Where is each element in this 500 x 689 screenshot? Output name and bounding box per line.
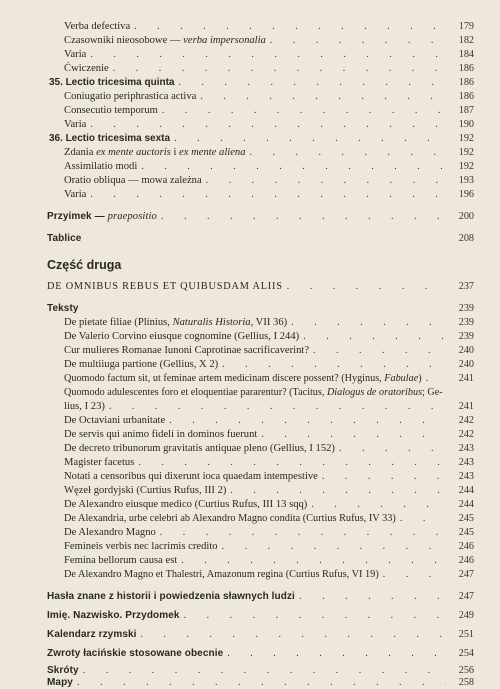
- entry-label: De Valerio Corvino eiusque cognomine (Gellius, I 244): [64, 331, 300, 342]
- toc-section-przyimek: [47, 210, 474, 223]
- part-heading-label: DE OMNIBUS REBUS ET QUIBUSDAM ALIIS: [47, 281, 283, 292]
- entry-label: Varia: [64, 189, 87, 200]
- leader-dots: [184, 609, 446, 622]
- toc-part-heading: [47, 280, 474, 293]
- section-label: Tablice: [47, 233, 82, 244]
- toc-text-entry: [64, 554, 474, 567]
- entry-page: 258: [458, 677, 474, 688]
- entry-page: 239: [458, 303, 474, 314]
- entry-page: 182: [458, 35, 474, 46]
- entry-page: 186: [458, 63, 474, 74]
- entry-page: 243: [458, 471, 474, 482]
- leader-dots: [160, 526, 446, 539]
- entry-page: 190: [458, 119, 474, 130]
- entry-label: Notati a censoribus qui dixerunt ioca quaedam intempestive: [64, 471, 318, 482]
- toc-text-entry: [64, 484, 474, 497]
- leader-dots: [178, 76, 446, 89]
- toc-text-entry: [64, 568, 474, 581]
- entry-page: 247: [458, 569, 474, 580]
- entry-page: 256: [458, 665, 474, 676]
- leader-dots: [90, 188, 446, 201]
- section-label: Zwroty łacińskie stosowane obecnie: [47, 648, 224, 659]
- leader-dots: [339, 442, 446, 455]
- part-title: Część druga: [47, 258, 122, 272]
- entry-page: 246: [458, 541, 474, 552]
- section-label: Imię. Nazwisko. Przydomek: [47, 610, 180, 621]
- leader-dots: [141, 628, 446, 641]
- entry-page: 192: [458, 147, 474, 158]
- toc-lesson: [49, 132, 474, 145]
- entry-page: 247: [458, 591, 474, 602]
- leader-dots: [77, 676, 446, 689]
- entry-page: 246: [458, 555, 474, 566]
- entry-label: De decreto tribunorum gravitatis antiquae pleno (Gellius, I 152): [64, 443, 335, 454]
- toc-text-entry: [64, 540, 474, 553]
- entry-label: De Octaviani urbanitate: [64, 415, 166, 426]
- entry-page: 186: [458, 77, 474, 88]
- toc-text-entry: [64, 428, 474, 441]
- toc-text-entry: [64, 372, 474, 385]
- entry-label: Assimilatio modi: [64, 161, 138, 172]
- toc-text-entry-line1: Quomodo adulescentes foro et eloquentiae pararentur? (Tacitus, Dialogus de oratoribus; Ge-: [64, 387, 443, 398]
- toc-text-entry: [64, 358, 474, 371]
- leader-dots: [169, 414, 446, 427]
- leader-dots: [400, 512, 446, 525]
- toc-entry: [64, 90, 474, 103]
- leader-dots: [222, 540, 446, 553]
- entry-label: Varia: [64, 119, 87, 130]
- leader-dots: [90, 118, 446, 131]
- entry-label: Magister facetus: [64, 457, 135, 468]
- leader-dots: [426, 372, 446, 385]
- leader-dots: [313, 344, 446, 357]
- leader-dots: [90, 48, 446, 61]
- toc-entry: [64, 20, 474, 33]
- toc-entry: [64, 48, 474, 61]
- toc-section: [47, 628, 474, 641]
- leader-dots: [322, 470, 446, 483]
- toc-entry: [64, 146, 474, 159]
- entry-label: Coniugatio periphrastica activa: [64, 91, 197, 102]
- leader-dots: [161, 210, 446, 223]
- toc-text-entry: [64, 456, 474, 469]
- entry-page: 239: [458, 317, 474, 328]
- toc-entry: [64, 188, 474, 201]
- entry-page: 237: [458, 281, 474, 292]
- entry-page: 249: [458, 610, 474, 621]
- entry-label: Węzeł gordyjski (Curtius Rufus, III 2): [64, 485, 227, 496]
- leader-dots: [174, 132, 446, 145]
- leader-dots: [200, 90, 446, 103]
- entry-page: 240: [458, 345, 474, 356]
- entry-label: Femineis verbis nec lacrimis credito: [64, 541, 218, 552]
- section-label: Mapy: [47, 677, 73, 688]
- entry-label: De Alexandro eiusque medico (Curtius Rufus, III 13 sqq): [64, 499, 308, 510]
- leader-dots: [109, 400, 446, 413]
- entry-page: 193: [458, 175, 474, 186]
- entry-page: 239: [458, 331, 474, 342]
- entry-page: 179: [458, 21, 474, 32]
- leader-dots: [270, 34, 446, 47]
- entry-label: De pietate filiae (Plinius, Naturalis Historia, VII 36): [64, 317, 288, 328]
- section-label: Skróty: [47, 665, 79, 676]
- leader-dots: [230, 484, 446, 497]
- toc-text-entry: [64, 470, 474, 483]
- leader-dots: [311, 498, 446, 511]
- entry-page: 187: [458, 105, 474, 116]
- leader-dots: [222, 358, 446, 371]
- leader-dots: [250, 146, 446, 159]
- section-label: Kalendarz rzymski: [47, 629, 137, 640]
- toc-text-entry: [64, 442, 474, 455]
- entry-label: Oratio obliqua — mowa zależna: [64, 175, 202, 186]
- entry-label: Czasowniki nieosobowe — verba impersonalia: [64, 35, 266, 46]
- leader-dots: [162, 104, 446, 117]
- entry-page: 186: [458, 91, 474, 102]
- leader-dots: [134, 20, 446, 33]
- toc-entry: [64, 104, 474, 117]
- toc-section: [47, 609, 474, 622]
- toc-lesson: [49, 76, 474, 89]
- entry-label: Verba defectiva: [64, 21, 131, 32]
- section-label: Teksty: [47, 303, 79, 314]
- section-label: Hasła znane z historii i powiedzenia sławnych ludzi: [47, 591, 295, 602]
- entry-label: De Alexandria, urbe celebri ab Alexandro Magno condita (Curtius Rufus, IV 33): [64, 513, 396, 524]
- entry-label: Cur mulieres Romanae Iunoni Caprotinae sacrificaverint?: [64, 345, 310, 356]
- toc-entry: [64, 62, 474, 75]
- toc-text-entry: [64, 414, 474, 427]
- entry-label: De Alexandro Magno: [64, 527, 156, 538]
- lesson-label: 36. Lectio tricesima sexta: [49, 133, 171, 144]
- section-label: Przyimek — praepositio: [47, 211, 157, 222]
- leader-dots: [383, 568, 446, 581]
- leader-dots: [141, 160, 446, 173]
- entry-label: De multiiuga partione (Gellius, X 2): [64, 359, 219, 370]
- leader-dots: [181, 554, 446, 567]
- entry-page: 242: [458, 429, 474, 440]
- toc-text-entry: [64, 316, 474, 329]
- entry-label: Consecutio temporum: [64, 105, 158, 116]
- entry-page: 245: [458, 527, 474, 538]
- toc-section: [47, 590, 474, 603]
- toc-section: [47, 676, 474, 689]
- toc-section-teksty: [47, 302, 474, 315]
- entry-page: 208: [458, 233, 474, 244]
- entry-label: De Alexandro Magno et Thalestri, Amazonum regina (Curtius Rufus, VI 19): [64, 569, 379, 580]
- entry-page: 241: [458, 373, 474, 384]
- entry-page: 196: [458, 189, 474, 200]
- entry-label: Zdania ex mente auctoris i ex mente aliena: [64, 147, 246, 158]
- entry-label: lius, I 23): [64, 401, 105, 412]
- toc-entry: [64, 34, 474, 47]
- entry-label: Ćwiczenie: [64, 63, 109, 74]
- entry-page: 200: [458, 211, 474, 222]
- entry-page: 242: [458, 415, 474, 426]
- leader-dots: [291, 316, 446, 329]
- toc-text-entry: [64, 512, 474, 525]
- entry-page: 251: [458, 629, 474, 640]
- entry-label: De servis qui animo fideli in dominos fuerunt: [64, 429, 258, 440]
- lesson-label: 35. Lectio tricesima quinta: [49, 77, 175, 88]
- toc-entry: [64, 118, 474, 131]
- entry-page: 240: [458, 359, 474, 370]
- entry-label: Varia: [64, 49, 87, 60]
- entry-page: 245: [458, 513, 474, 524]
- toc-entry: [64, 160, 474, 173]
- entry-page: 184: [458, 49, 474, 60]
- entry-page: 244: [458, 499, 474, 510]
- leader-dots: [113, 62, 446, 75]
- toc-text-entry: [64, 344, 474, 357]
- entry-page: 192: [458, 133, 474, 144]
- entry-page: 241: [458, 401, 474, 412]
- toc-text-entry: [64, 526, 474, 539]
- entry-label: Femina bellorum causa est: [64, 555, 178, 566]
- entry-page: 243: [458, 443, 474, 454]
- toc-section-tablice: [47, 232, 474, 245]
- leader-dots: [303, 330, 446, 343]
- entry-page: 192: [458, 161, 474, 172]
- leader-dots: [299, 590, 446, 603]
- entry-page: 254: [458, 648, 474, 659]
- entry-label: Quomodo factum sit, ut feminae artem medicinam discere possent? (Hyginus, Fabulae): [64, 373, 422, 384]
- entry-page: 244: [458, 485, 474, 496]
- leader-dots: [261, 428, 446, 441]
- leader-dots: [227, 647, 446, 660]
- toc-section: [47, 647, 474, 660]
- leader-dots: [206, 174, 446, 187]
- toc-text-entry: [64, 330, 474, 343]
- toc-entry: [64, 174, 474, 187]
- leader-dots: [138, 456, 446, 469]
- toc-text-entry: [64, 498, 474, 511]
- leader-dots: [287, 280, 446, 293]
- entry-page: 243: [458, 457, 474, 468]
- toc-text-entry-line2: [64, 400, 474, 413]
